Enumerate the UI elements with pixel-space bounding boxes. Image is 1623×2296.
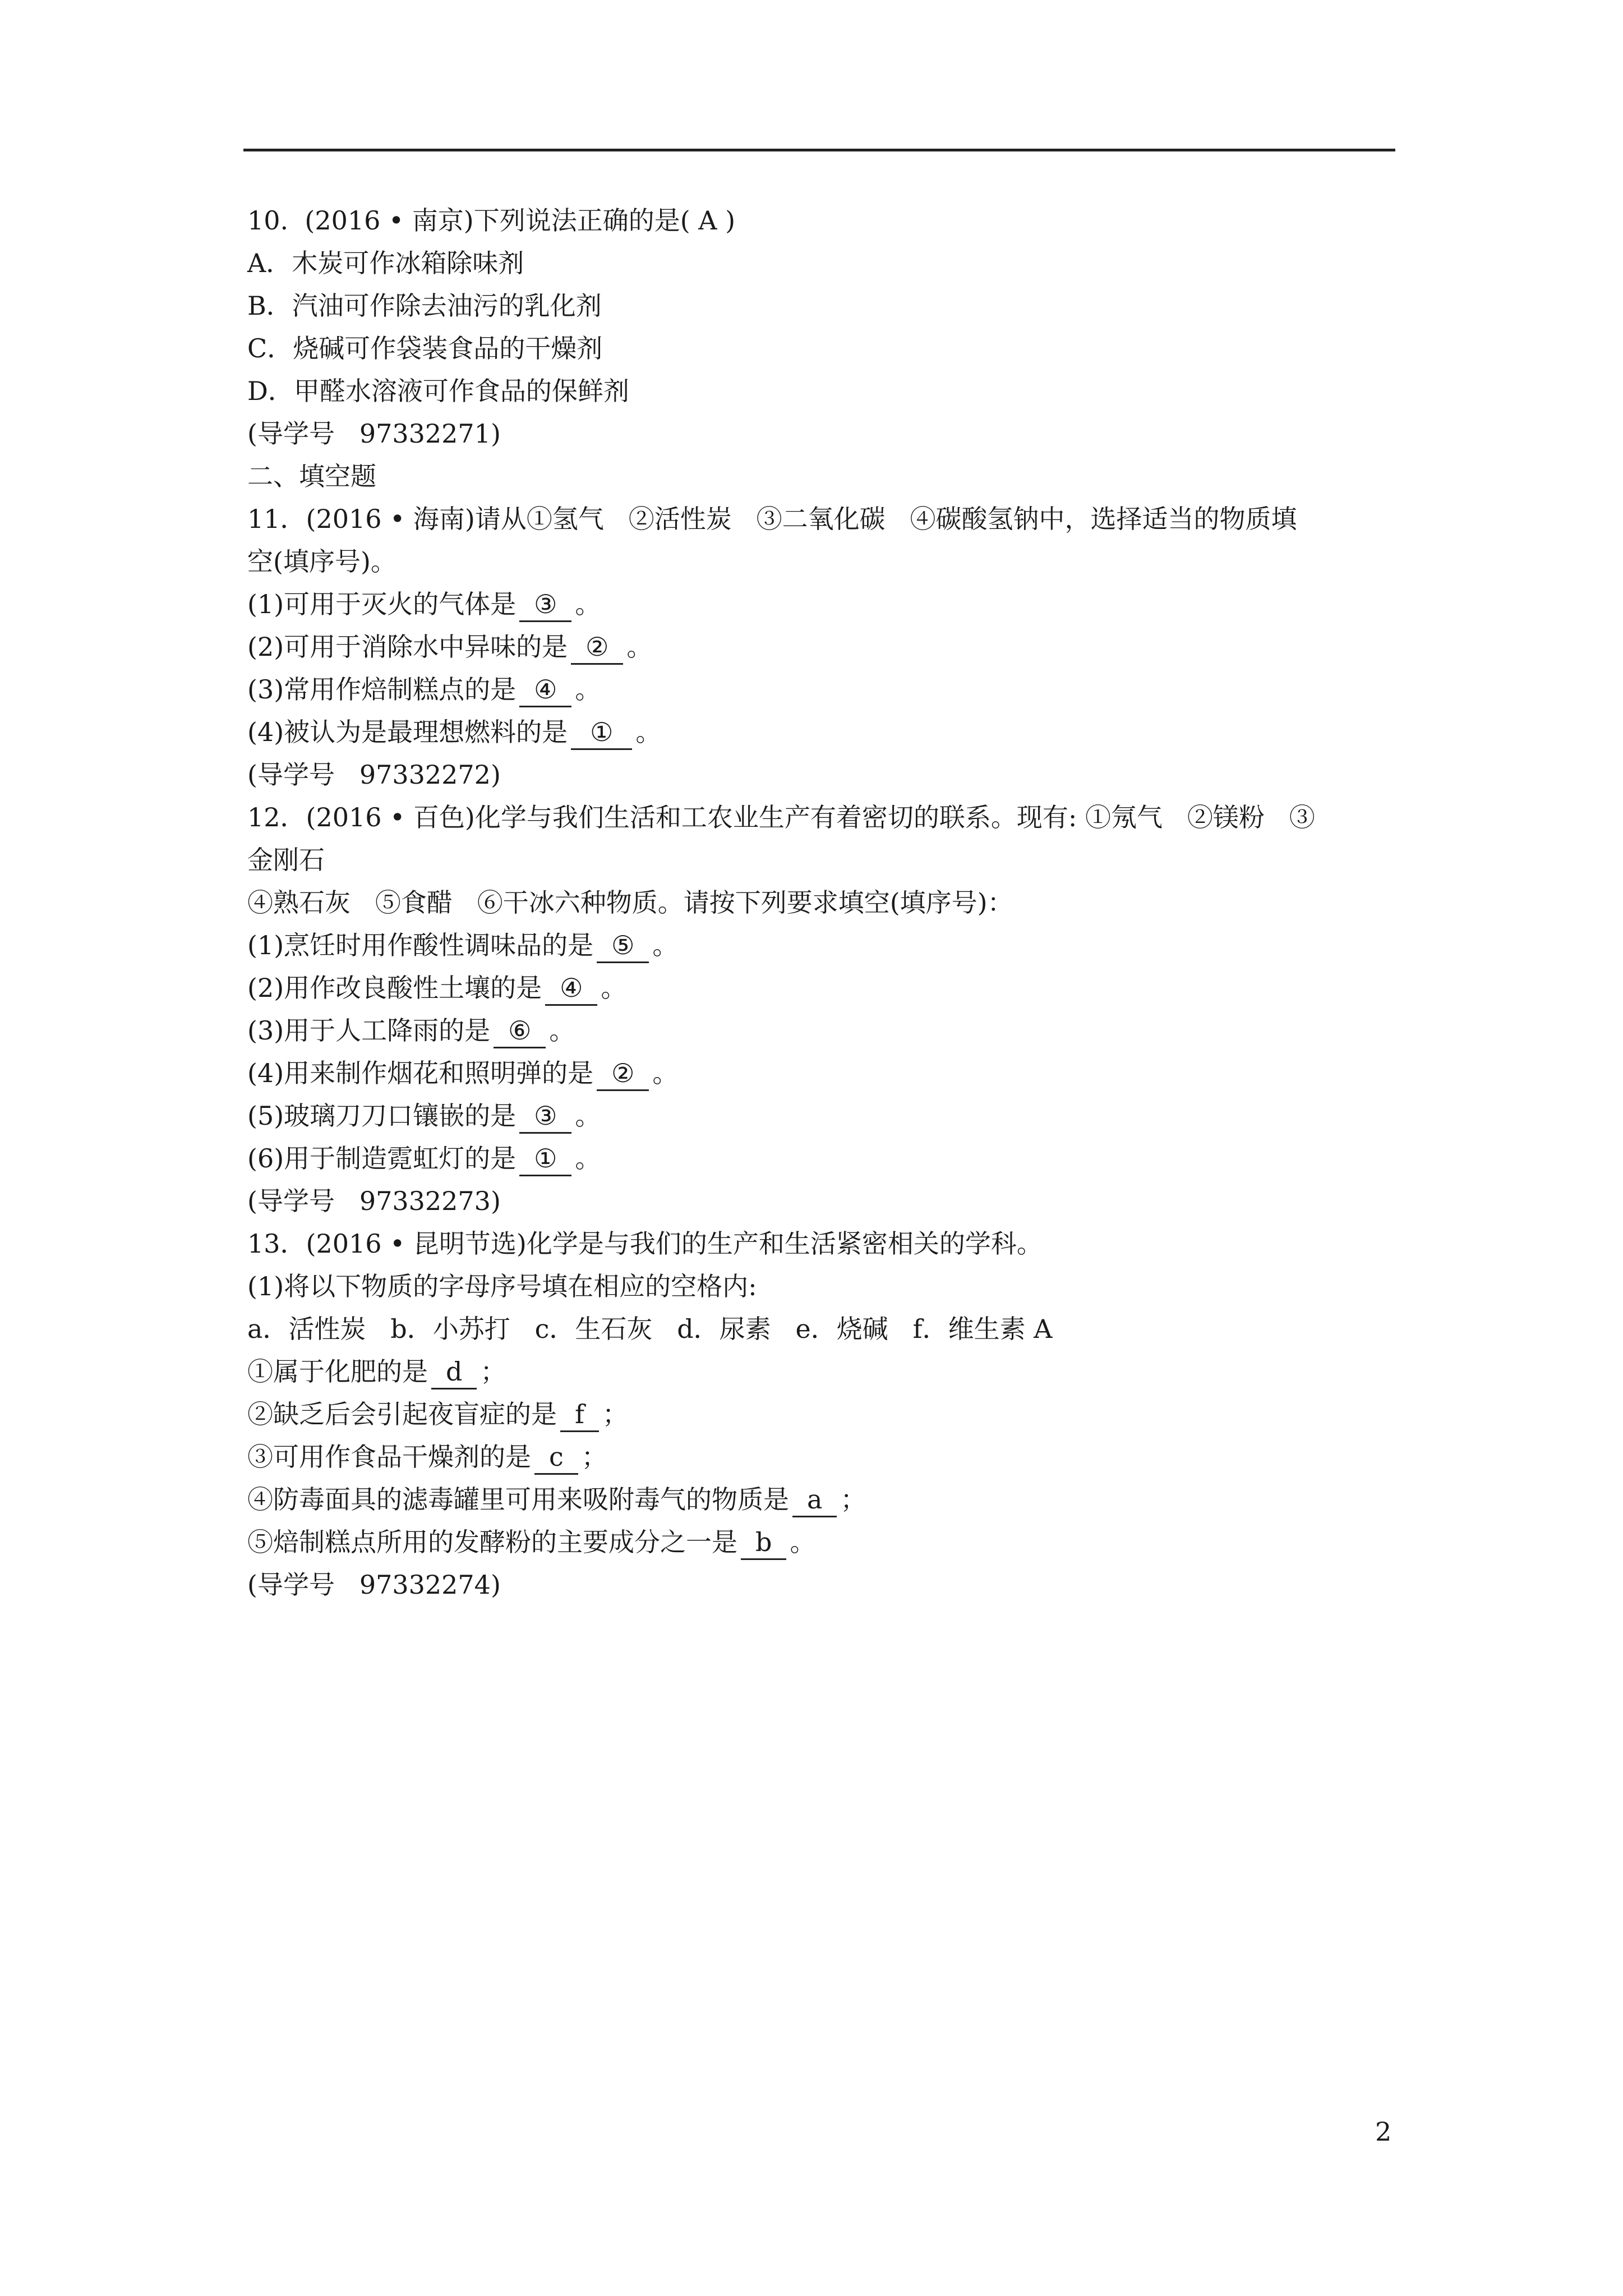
answer-blank: ③: [519, 1099, 571, 1134]
q10-stem-post: ): [725, 205, 736, 236]
item-prompt: (1)烹饪时用作酸性调味品的是: [247, 930, 594, 960]
q13-item-4: [247, 1478, 1403, 1521]
item-end: ；: [581, 1442, 607, 1472]
answer-blank: c: [534, 1441, 578, 1475]
item-end: 。: [790, 1527, 816, 1557]
item-end: 。: [549, 1015, 575, 1046]
q12-item-3: [247, 1009, 1403, 1052]
answer-blank: ④: [545, 972, 597, 1006]
item-prompt: (1)可用于灭火的气体是: [247, 589, 517, 619]
item-prompt: (2)可用于消除水中异味的是: [247, 632, 568, 662]
q10-guide-number: (导学号 97332271): [247, 418, 501, 449]
q11-item-4: [247, 711, 1403, 753]
q10-answer: A: [690, 205, 726, 236]
q12-stem-line1: 12．(2016 • 百色)化学与我们生活和工农业生产有着密切的联系。现有: ①氖气 ②镁粉 ③: [247, 802, 1315, 832]
item-end: 。: [626, 632, 653, 662]
answer-blank: ②: [597, 1057, 649, 1091]
answer-blank: ②: [571, 631, 623, 665]
q12-item-4: [247, 1052, 1403, 1094]
q12-item-5: [247, 1094, 1403, 1137]
q10-option-b: B．汽油可作除去油污的乳化剂: [247, 291, 602, 321]
section-title: 二、填空题: [247, 461, 376, 491]
q11-guide-number: (导学号 97332272): [247, 760, 501, 790]
q12-guide-number: (导学号 97332273): [247, 1186, 501, 1216]
q11-item-2: [247, 625, 1403, 668]
q11-item-3: [247, 668, 1403, 711]
q12-item-1: [247, 924, 1403, 967]
answer-blank: ③: [519, 588, 571, 622]
item-prompt: (6)用于制造霓虹灯的是: [247, 1143, 517, 1174]
item-end: ；: [602, 1399, 629, 1429]
q13-item-2: [247, 1393, 1403, 1435]
answer-blank: a: [792, 1483, 837, 1517]
q11-item-1: [247, 583, 1403, 625]
q12-stem-line3: ④熟石灰 ⑤食醋 ⑥干冰六种物质。请按下列要求填空(填序号)：: [247, 887, 1013, 918]
item-prompt: (4)被认为是最理想燃料的是: [247, 717, 568, 747]
q12-stem-line2: 金刚石: [247, 845, 325, 875]
item-prompt: (2)用作改良酸性土壤的是: [247, 973, 542, 1003]
q13-stem-line3: a．活性炭 b．小苏打 c．生石灰 d．尿素 e．烧碱 f．维生素 A: [247, 1314, 1053, 1344]
item-prompt: (3)用于人工降雨的是: [247, 1015, 491, 1046]
answer-blank: ①: [571, 716, 632, 750]
item-end: 。: [652, 930, 679, 960]
item-end: 。: [575, 589, 601, 619]
q13-stem-line2: (1)将以下物质的字母序号填在相应的空格内:: [247, 1271, 757, 1301]
q13-item-1: [247, 1350, 1403, 1393]
q12-item-6: [247, 1137, 1403, 1180]
q10-option-d: D．甲醛水溶液可作食品的保鲜剂: [247, 376, 629, 406]
answer-blank: b: [741, 1526, 786, 1560]
answer-blank: ①: [519, 1142, 571, 1176]
item-prompt: (3)常用作焙制糕点的是: [247, 674, 517, 705]
item-prompt: ②缺乏后会引起夜盲症的是: [247, 1399, 557, 1429]
item-prompt: ⑤焙制糕点所用的发酵粉的主要成分之一是: [247, 1527, 737, 1557]
q10-stem-pre: 10. (2016 • 南京)下列说法正确的是(: [247, 205, 690, 236]
item-end: 。: [652, 1058, 679, 1088]
q10-stem: [247, 199, 1403, 242]
header-rule: [243, 149, 1395, 151]
page-number: 2: [1375, 2116, 1392, 2147]
q11-stem-line2: 空(填序号)。: [247, 546, 396, 577]
q12-item-2: [247, 967, 1403, 1009]
item-end: 。: [575, 1101, 601, 1131]
q11-stem-line1: 11．(2016 • 海南)请从①氢气 ②活性炭 ③二氧化碳 ④碳酸氢钠中，选择适当的物质填: [247, 504, 1297, 534]
item-end: 。: [601, 973, 627, 1003]
answer-blank: f: [560, 1398, 599, 1432]
item-prompt: ①属于化肥的是: [247, 1356, 428, 1387]
answer-blank: d: [431, 1355, 477, 1389]
item-prompt: ③可用作食品干燥剂的是: [247, 1442, 531, 1472]
q10-option-a: A．木炭可作冰箱除味剂: [247, 248, 524, 278]
item-end: ；: [480, 1356, 506, 1387]
item-prompt: ④防毒面具的滤毒罐里可用来吸附毒气的物质是: [247, 1484, 789, 1515]
item-prompt: (4)用来制作烟花和照明弹的是: [247, 1058, 594, 1088]
item-end: 。: [575, 1143, 601, 1174]
answer-blank: ④: [519, 673, 571, 707]
page-content: [247, 199, 1403, 1606]
item-end: 。: [635, 717, 662, 747]
item-end: 。: [575, 674, 601, 705]
answer-blank: ⑥: [494, 1014, 546, 1048]
q13-item-5: [247, 1521, 1403, 1563]
item-prompt: (5)玻璃刀刀口镶嵌的是: [247, 1101, 517, 1131]
item-end: ；: [840, 1484, 866, 1515]
q13-stem-line1: 13．(2016 • 昆明节选)化学是与我们的生产和生活紧密相关的学科。: [247, 1228, 1043, 1259]
answer-blank: ⑤: [597, 929, 649, 963]
q13-item-3: [247, 1435, 1403, 1478]
q13-guide-number: (导学号 97332274): [247, 1570, 501, 1600]
q10-option-c: C．烧碱可作袋装食品的干燥剂: [247, 333, 603, 364]
